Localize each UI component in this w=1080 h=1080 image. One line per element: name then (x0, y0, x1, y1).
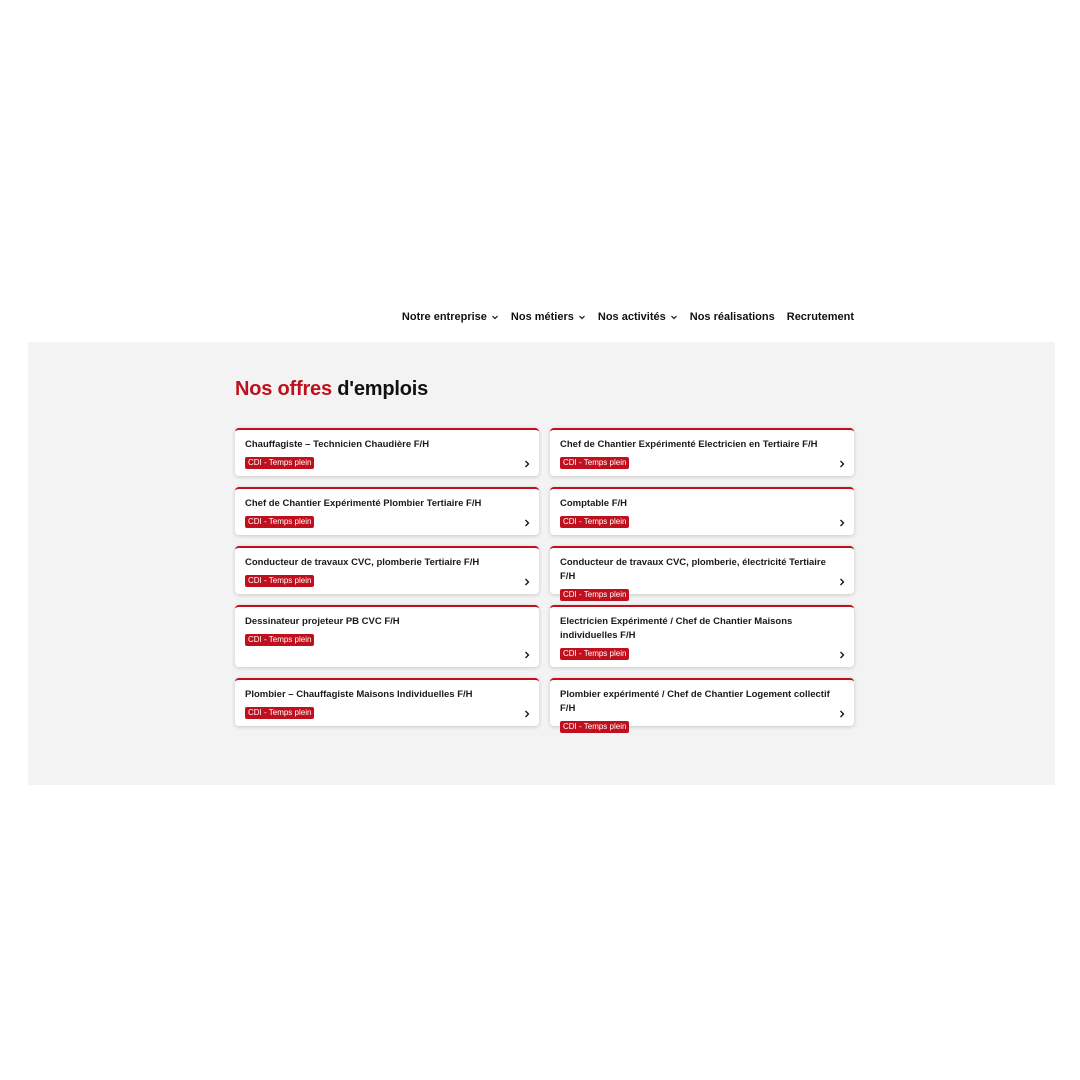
chevron-right-icon (524, 578, 530, 586)
contract-badge: CDI - Temps plein (245, 707, 314, 719)
job-card[interactable] (235, 546, 539, 594)
job-card[interactable] (550, 678, 854, 731)
job-title: Plombier expérimenté / Chef de Chantier Logement collectif F/H (560, 689, 830, 714)
contract-badge: CDI - Temps plein (560, 589, 629, 601)
page-title (235, 378, 428, 401)
chevron-right-icon (524, 710, 530, 718)
job-card[interactable] (235, 487, 539, 535)
chevron-down-icon (578, 313, 586, 321)
nav-item-nos-activites[interactable] (598, 311, 678, 323)
contract-badge: CDI - Temps plein (245, 457, 314, 469)
job-title: Chef de Chantier Expérimenté Electricien en Tertiaire F/H (560, 439, 818, 450)
job-card[interactable] (550, 428, 854, 476)
page-title-accent: Nos offres (235, 378, 332, 400)
chevron-right-icon (839, 651, 845, 659)
contract-badge: CDI - Temps plein (560, 457, 629, 469)
job-title: Conducteur de travaux CVC, plomberie, électricité Tertiaire F/H (560, 557, 826, 582)
nav-item-label: Nos réalisations (689, 311, 775, 323)
contract-badge: CDI - Temps plein (245, 516, 314, 528)
job-card[interactable] (235, 605, 539, 667)
job-title: Dessinateur projeteur PB CVC F/H (245, 616, 400, 627)
chevron-right-icon (839, 519, 845, 527)
nav-item-notre-entreprise[interactable] (402, 311, 499, 323)
nav-item-label: Nos activités (597, 311, 666, 323)
job-title: Plombier – Chauffagiste Maisons Individuelles F/H (245, 689, 473, 700)
job-card[interactable] (550, 605, 854, 667)
job-title: Chef de Chantier Expérimenté Plombier Tertiaire F/H (245, 498, 482, 509)
chevron-down-icon (670, 313, 678, 321)
job-list (235, 428, 854, 731)
chevron-right-icon (524, 519, 530, 527)
job-card[interactable] (550, 546, 854, 599)
job-card[interactable] (550, 487, 854, 535)
nav-item-nos-metiers[interactable] (511, 311, 586, 323)
page-title-rest: d'emplois (337, 378, 429, 400)
contract-badge: CDI - Temps plein (560, 721, 629, 733)
contract-badge: CDI - Temps plein (245, 634, 314, 646)
chevron-right-icon (839, 710, 845, 718)
nav-item-label: Notre entreprise (401, 311, 487, 323)
contract-badge: CDI - Temps plein (245, 575, 314, 587)
chevron-right-icon (524, 460, 530, 468)
nav-item-recrutement[interactable] (787, 311, 854, 323)
chevron-right-icon (839, 578, 845, 586)
chevron-right-icon (839, 460, 845, 468)
chevron-down-icon (491, 313, 499, 321)
nav-item-nos-realisations[interactable] (690, 311, 775, 323)
chevron-right-icon (524, 651, 530, 659)
job-card[interactable] (235, 428, 539, 476)
nav-item-label: Recrutement (786, 311, 854, 323)
job-title: Conducteur de travaux CVC, plomberie Tertiaire F/H (245, 557, 480, 568)
nav-item-label: Nos métiers (510, 311, 574, 323)
job-title: Chauffagiste – Technicien Chaudière F/H (245, 439, 430, 450)
job-title: Comptable F/H (560, 498, 628, 509)
contract-badge: CDI - Temps plein (560, 648, 629, 660)
job-card[interactable] (235, 678, 539, 726)
contract-badge: CDI - Temps plein (560, 516, 629, 528)
main-nav (390, 311, 854, 323)
job-title: Electricien Expérimenté / Chef de Chantier Maisons individuelles F/H (560, 616, 793, 641)
